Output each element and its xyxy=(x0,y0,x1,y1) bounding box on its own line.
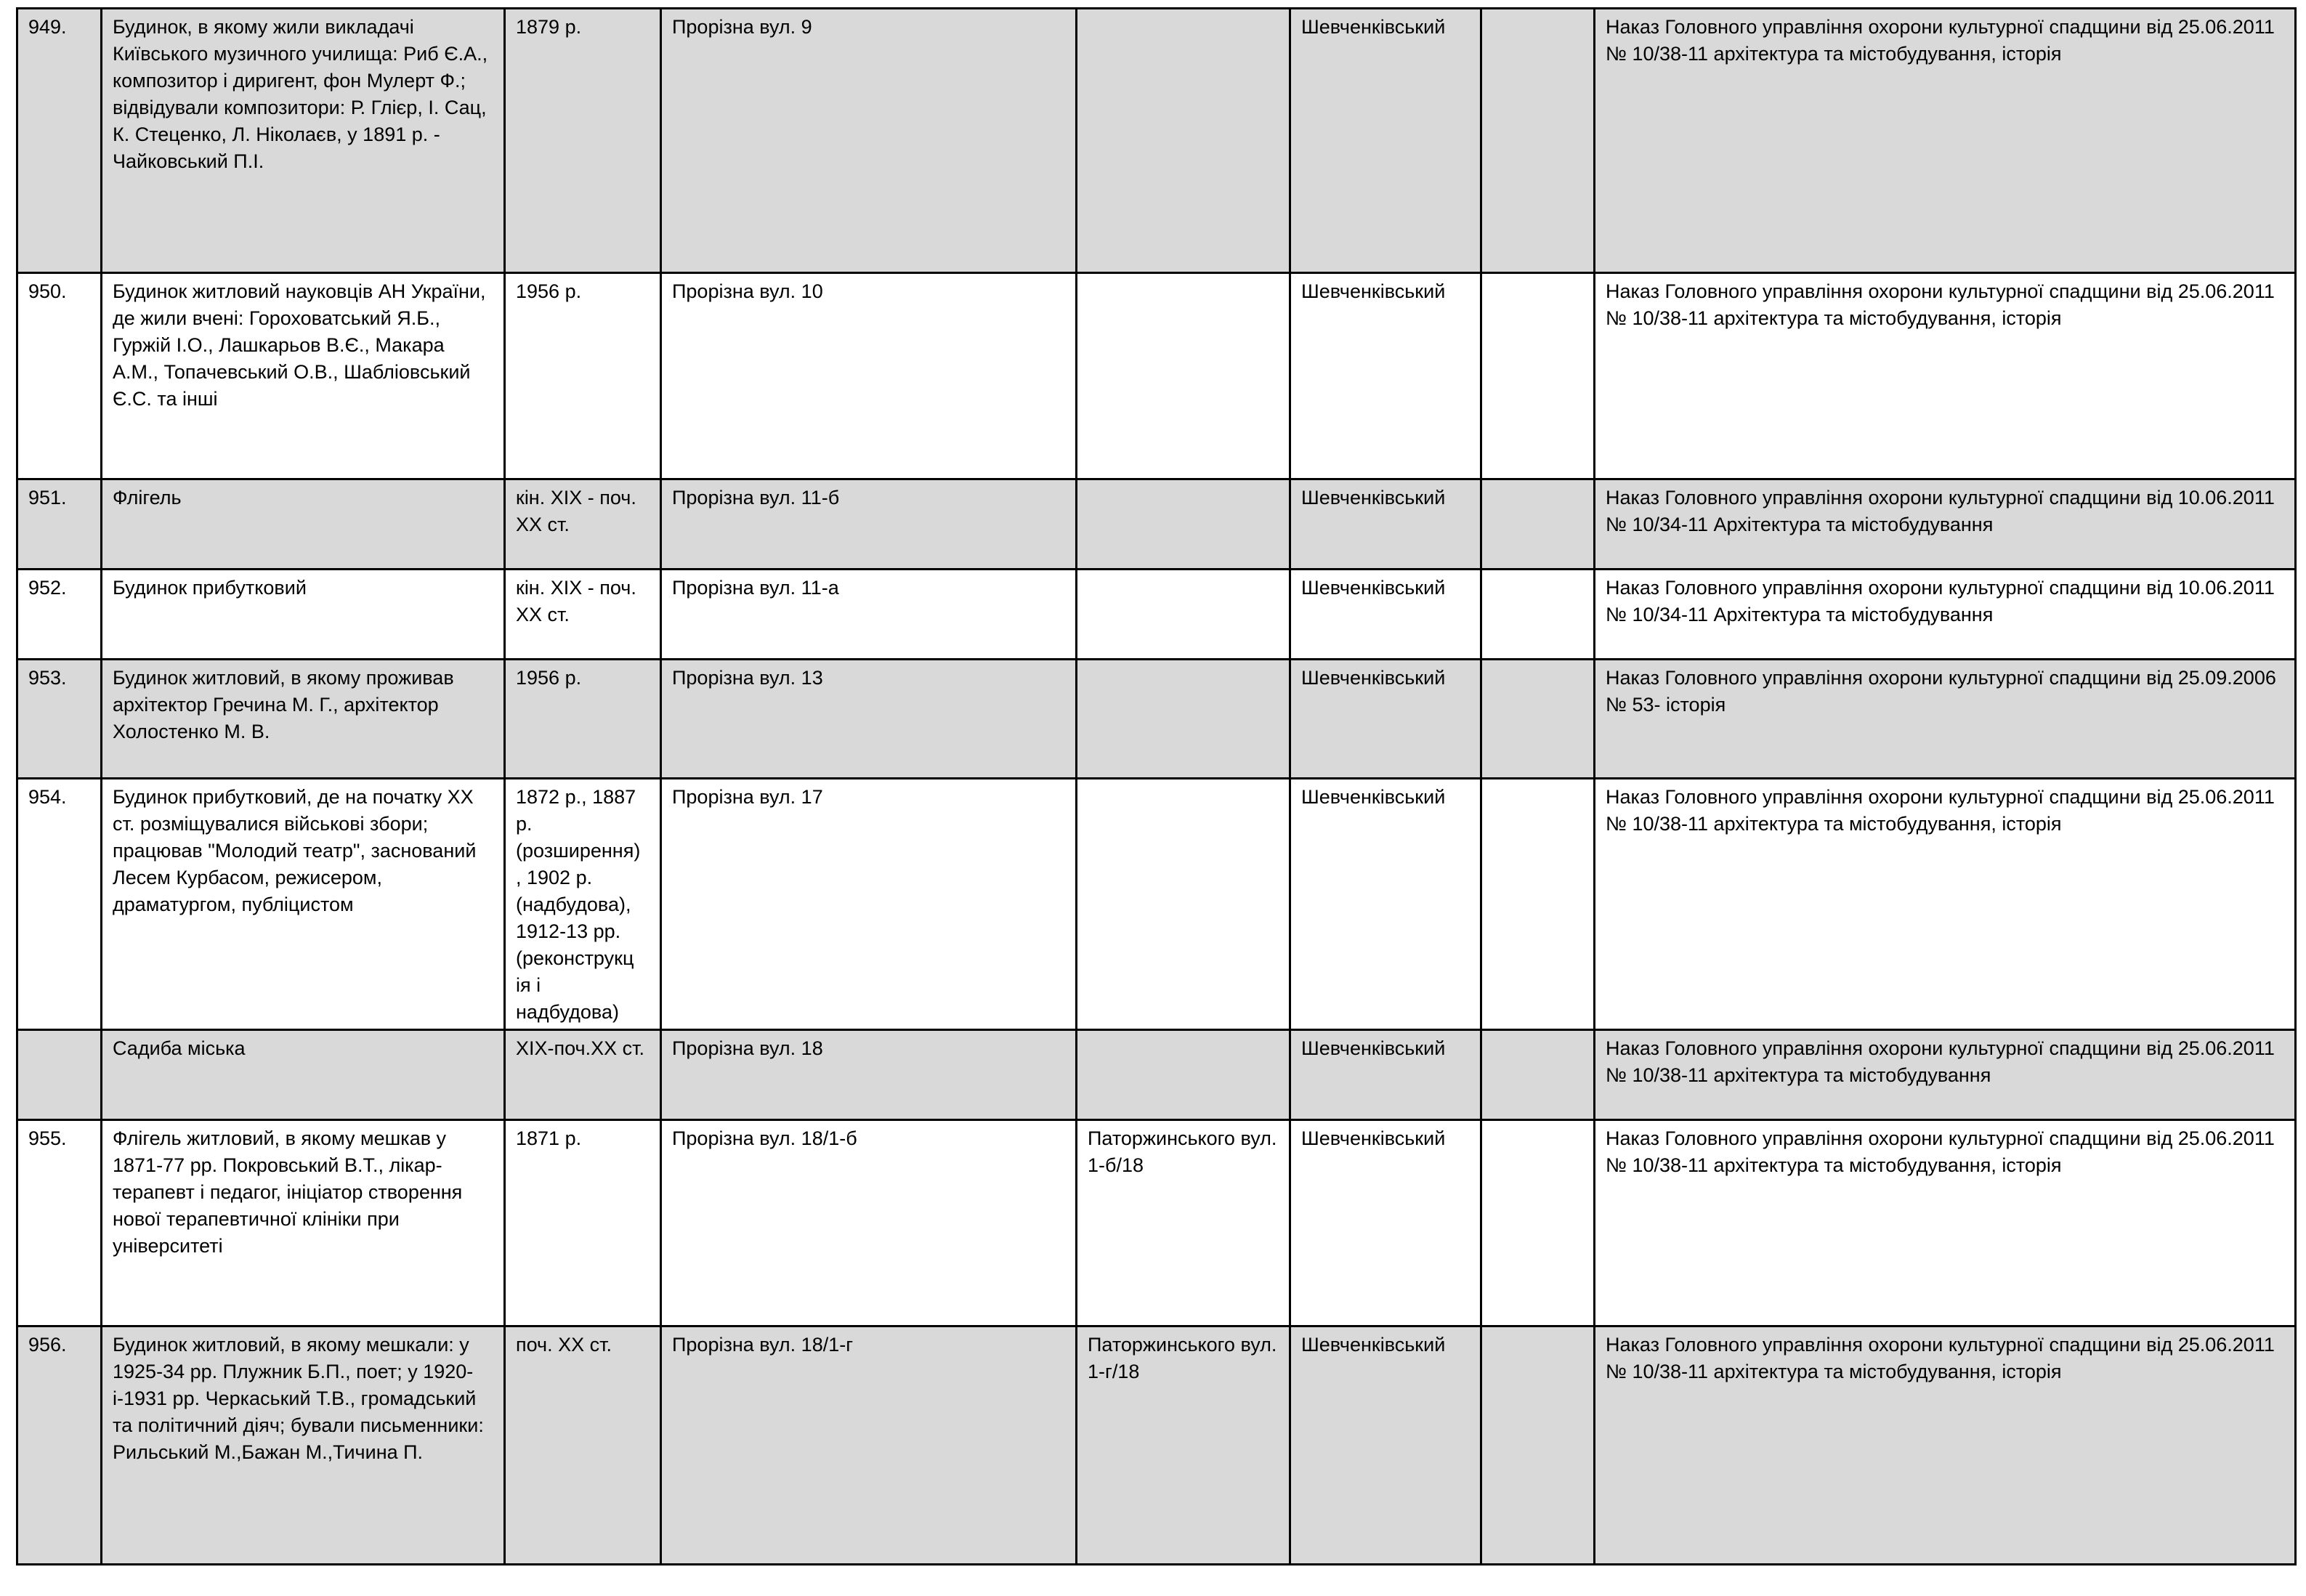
object-name-text: Будинок житловий науковців АН України, де жили вчені: Гороховатський Я.Б., Гуржій І.О., Лашкарьов В.Є., Макара А.М., Топачевський О.В., Шаблiовський Є.С. та інші xyxy=(113,280,486,410)
object-address-text: Прорізна вул. 13 xyxy=(672,667,823,689)
cell-object-name xyxy=(102,273,505,479)
cell-object-district xyxy=(1290,1326,1481,1565)
object-name-text: Будинок прибутковий xyxy=(113,577,307,599)
cell-legal-document xyxy=(1595,779,2296,1030)
heritage-register-table xyxy=(16,7,2297,1565)
object-district-text: Шевченківський xyxy=(1301,280,1446,302)
cell-object-name xyxy=(102,9,505,273)
cell-row-number xyxy=(17,273,102,479)
table-row xyxy=(17,570,2296,660)
cell-object-alt-address xyxy=(1077,1120,1290,1326)
cell-legal-document xyxy=(1595,1326,2296,1565)
table-row xyxy=(17,1326,2296,1565)
cell-object-address xyxy=(661,779,1077,1030)
cell-protection-number xyxy=(1481,1326,1595,1565)
table-row xyxy=(17,479,2296,570)
object-name-text: Будинок житловий, в якому мешкали: у 1925-34 рр. Плужник Б.П., поет; у 1920-і-1931 рр. Черкаський Т.В., громадський та політичний діяч; бували письменники: Рильський М.,Бажан М.,Тичина П. xyxy=(113,1334,484,1463)
cell-object-alt-address xyxy=(1077,660,1290,779)
cell-legal-document xyxy=(1595,1120,2296,1326)
row-number-text: 953. xyxy=(28,667,67,689)
legal-document-text: Наказ Головного управління охорони культурної спадщини від 25.06.2011 № 10/38-11 архітектура та містобудування, історія xyxy=(1606,280,2275,329)
cell-object-date xyxy=(505,570,661,660)
cell-row-number xyxy=(17,479,102,570)
cell-object-alt-address xyxy=(1077,273,1290,479)
object-address-text: Прорізна вул. 11-б xyxy=(672,487,840,509)
cell-protection-number xyxy=(1481,570,1595,660)
cell-protection-number xyxy=(1481,779,1595,1030)
cell-row-number xyxy=(17,570,102,660)
cell-object-district xyxy=(1290,1030,1481,1120)
cell-row-number xyxy=(17,9,102,273)
cell-object-name xyxy=(102,1326,505,1565)
cell-object-date xyxy=(505,660,661,779)
cell-legal-document xyxy=(1595,660,2296,779)
row-number-text: 954. xyxy=(28,786,67,808)
object-name-text: Будинок прибутковий, де на початку ХХ ст. розміщувалися військові збори; працював "Молодий театр", заснований Лесем Курбасом, режисером, драматургом, публіцистом xyxy=(113,786,477,915)
cell-row-number xyxy=(17,660,102,779)
cell-object-alt-address xyxy=(1077,779,1290,1030)
cell-protection-number xyxy=(1481,9,1595,273)
legal-document-text: Наказ Головного управління охорони культурної спадщини від 10.06.2011 № 10/34-11 Архітектура та містобудування xyxy=(1606,487,2275,535)
object-name-text: Флігель житловий, в якому мешкав у 1871-77 рр. Покровський В.Т., лікар-терапевт і педагог, ініціатор створення нової терапевтичної клініки при університеті xyxy=(113,1127,463,1257)
cell-object-alt-address xyxy=(1077,1030,1290,1120)
table-row xyxy=(17,1120,2296,1326)
cell-object-date xyxy=(505,273,661,479)
object-address-text: Прорізна вул. 18 xyxy=(672,1037,823,1059)
cell-object-name xyxy=(102,779,505,1030)
cell-object-name xyxy=(102,1030,505,1120)
cell-object-alt-address xyxy=(1077,570,1290,660)
object-address-text: Прорізна вул. 18/1-г xyxy=(672,1334,854,1356)
cell-object-district xyxy=(1290,9,1481,273)
object-alt-address-text: Паторжинського вул. 1-б/18 xyxy=(1088,1127,1277,1176)
table-row xyxy=(17,273,2296,479)
cell-row-number xyxy=(17,779,102,1030)
cell-legal-document xyxy=(1595,9,2296,273)
object-address-text: Прорізна вул. 9 xyxy=(672,16,812,38)
cell-object-name xyxy=(102,1120,505,1326)
legal-document-text: Наказ Головного управління охорони культурної спадщини від 25.06.2011 № 10/38-11 архітектура та містобудування, історія xyxy=(1606,1127,2275,1176)
cell-object-address xyxy=(661,1326,1077,1565)
cell-object-name xyxy=(102,479,505,570)
cell-legal-document xyxy=(1595,479,2296,570)
cell-object-address xyxy=(661,273,1077,479)
object-date-text: 1872 р., 1887 р. (розширення) , 1902 р. (надбудова), 1912-13 рр. (реконструкц ія і надбудова) xyxy=(516,786,641,1023)
cell-protection-number xyxy=(1481,479,1595,570)
cell-object-name xyxy=(102,660,505,779)
object-district-text: Шевченківський xyxy=(1301,16,1446,38)
cell-object-name xyxy=(102,570,505,660)
cell-object-address xyxy=(661,9,1077,273)
cell-row-number xyxy=(17,1326,102,1565)
cell-object-district xyxy=(1290,570,1481,660)
cell-object-district xyxy=(1290,660,1481,779)
legal-document-text: Наказ Головного управління охорони культурної спадщини від 10.06.2011 № 10/34-11 Архітектура та містобудування xyxy=(1606,577,2275,625)
cell-object-alt-address xyxy=(1077,479,1290,570)
row-number-text: 950. xyxy=(28,280,67,302)
legal-document-text: Наказ Головного управління охорони культурної спадщини від 25.06.2011 № 10/38-11 архітектура та містобудування, історія xyxy=(1606,16,2275,65)
row-number-text: 951. xyxy=(28,487,67,509)
object-district-text: Шевченківський xyxy=(1301,1127,1446,1149)
cell-object-district xyxy=(1290,479,1481,570)
cell-legal-document xyxy=(1595,570,2296,660)
cell-object-district xyxy=(1290,779,1481,1030)
row-number-text: 952. xyxy=(28,577,67,599)
object-date-text: кін. ХІХ - поч. ХХ ст. xyxy=(516,487,636,535)
cell-protection-number xyxy=(1481,660,1595,779)
cell-object-address xyxy=(661,1030,1077,1120)
object-name-text: Будинок житловий, в якому проживав архітектор Гречина М. Г., архітектор Холостенко М. В. xyxy=(113,667,454,742)
cell-row-number xyxy=(17,1030,102,1120)
cell-object-district xyxy=(1290,1120,1481,1326)
cell-object-date xyxy=(505,1030,661,1120)
object-name-text: Садиба міська xyxy=(113,1037,246,1059)
object-district-text: Шевченківський xyxy=(1301,487,1446,509)
cell-object-date xyxy=(505,779,661,1030)
cell-object-address xyxy=(661,479,1077,570)
cell-object-alt-address xyxy=(1077,1326,1290,1565)
cell-row-number xyxy=(17,1120,102,1326)
object-district-text: Шевченківський xyxy=(1301,667,1446,689)
object-date-text: 1956 р. xyxy=(516,667,582,689)
cell-protection-number xyxy=(1481,273,1595,479)
cell-legal-document xyxy=(1595,1030,2296,1120)
object-district-text: Шевченківський xyxy=(1301,1037,1446,1059)
cell-object-address xyxy=(661,1120,1077,1326)
object-name-text: Флігель xyxy=(113,487,182,509)
cell-object-date xyxy=(505,479,661,570)
table-body xyxy=(17,9,2296,1565)
legal-document-text: Наказ Головного управління охорони культурної спадщини від 25.06.2011 № 10/38-11 архітектура та містобудування, історія xyxy=(1606,1334,2275,1382)
table-row xyxy=(17,1030,2296,1120)
cell-object-alt-address xyxy=(1077,9,1290,273)
cell-protection-number xyxy=(1481,1030,1595,1120)
object-date-text: 1871 р. xyxy=(516,1127,582,1149)
table-row xyxy=(17,779,2296,1030)
object-date-text: поч. ХХ ст. xyxy=(516,1334,612,1356)
cell-object-date xyxy=(505,9,661,273)
cell-legal-document xyxy=(1595,273,2296,479)
row-number-text: 956. xyxy=(28,1334,67,1356)
cell-object-address xyxy=(661,570,1077,660)
cell-object-district xyxy=(1290,273,1481,479)
legal-document-text: Наказ Головного управління охорони культурної спадщини від 25.09.2006 № 53- історія xyxy=(1606,667,2276,716)
object-address-text: Прорізна вул. 11-а xyxy=(672,577,839,599)
row-number-text: 955. xyxy=(28,1127,67,1149)
object-address-text: Прорізна вул. 17 xyxy=(672,786,823,808)
object-alt-address-text: Паторжинського вул. 1-г/18 xyxy=(1088,1334,1277,1382)
cell-object-date xyxy=(505,1120,661,1326)
object-address-text: Прорізна вул. 18/1-б xyxy=(672,1127,857,1149)
object-date-text: 1879 р. xyxy=(516,16,582,38)
object-date-text: ХІХ-поч.ХХ ст. xyxy=(516,1037,645,1059)
object-name-text: Будинок, в якому жили викладачі Київського музичного училища: Риб Є.А., композитор і диригент, фон Мулерт Ф.; відвідували композитори: Р. Глієр, І. Сац, К. Стеценко, Л. Ніколаєв, у 1891 р. - Чайковський П.І. xyxy=(113,16,488,172)
cell-object-date xyxy=(505,1326,661,1565)
cell-object-address xyxy=(661,660,1077,779)
object-address-text: Прорізна вул. 10 xyxy=(672,280,823,302)
cell-protection-number xyxy=(1481,1120,1595,1326)
legal-document-text: Наказ Головного управління охорони культурної спадщини від 25.06.2011 № 10/38-11 архітектура та містобудування xyxy=(1606,1037,2275,1086)
object-district-text: Шевченківський xyxy=(1301,1334,1446,1356)
object-date-text: 1956 р. xyxy=(516,280,582,302)
legal-document-text: Наказ Головного управління охорони культурної спадщини від 25.06.2011 № 10/38-11 архітектура та містобудування, історія xyxy=(1606,786,2275,835)
object-district-text: Шевченківський xyxy=(1301,786,1446,808)
row-number-text: 949. xyxy=(28,16,67,38)
object-date-text: кін. ХІХ - поч. ХХ ст. xyxy=(516,577,636,625)
object-district-text: Шевченківський xyxy=(1301,577,1446,599)
table-row xyxy=(17,9,2296,273)
table-row xyxy=(17,660,2296,779)
